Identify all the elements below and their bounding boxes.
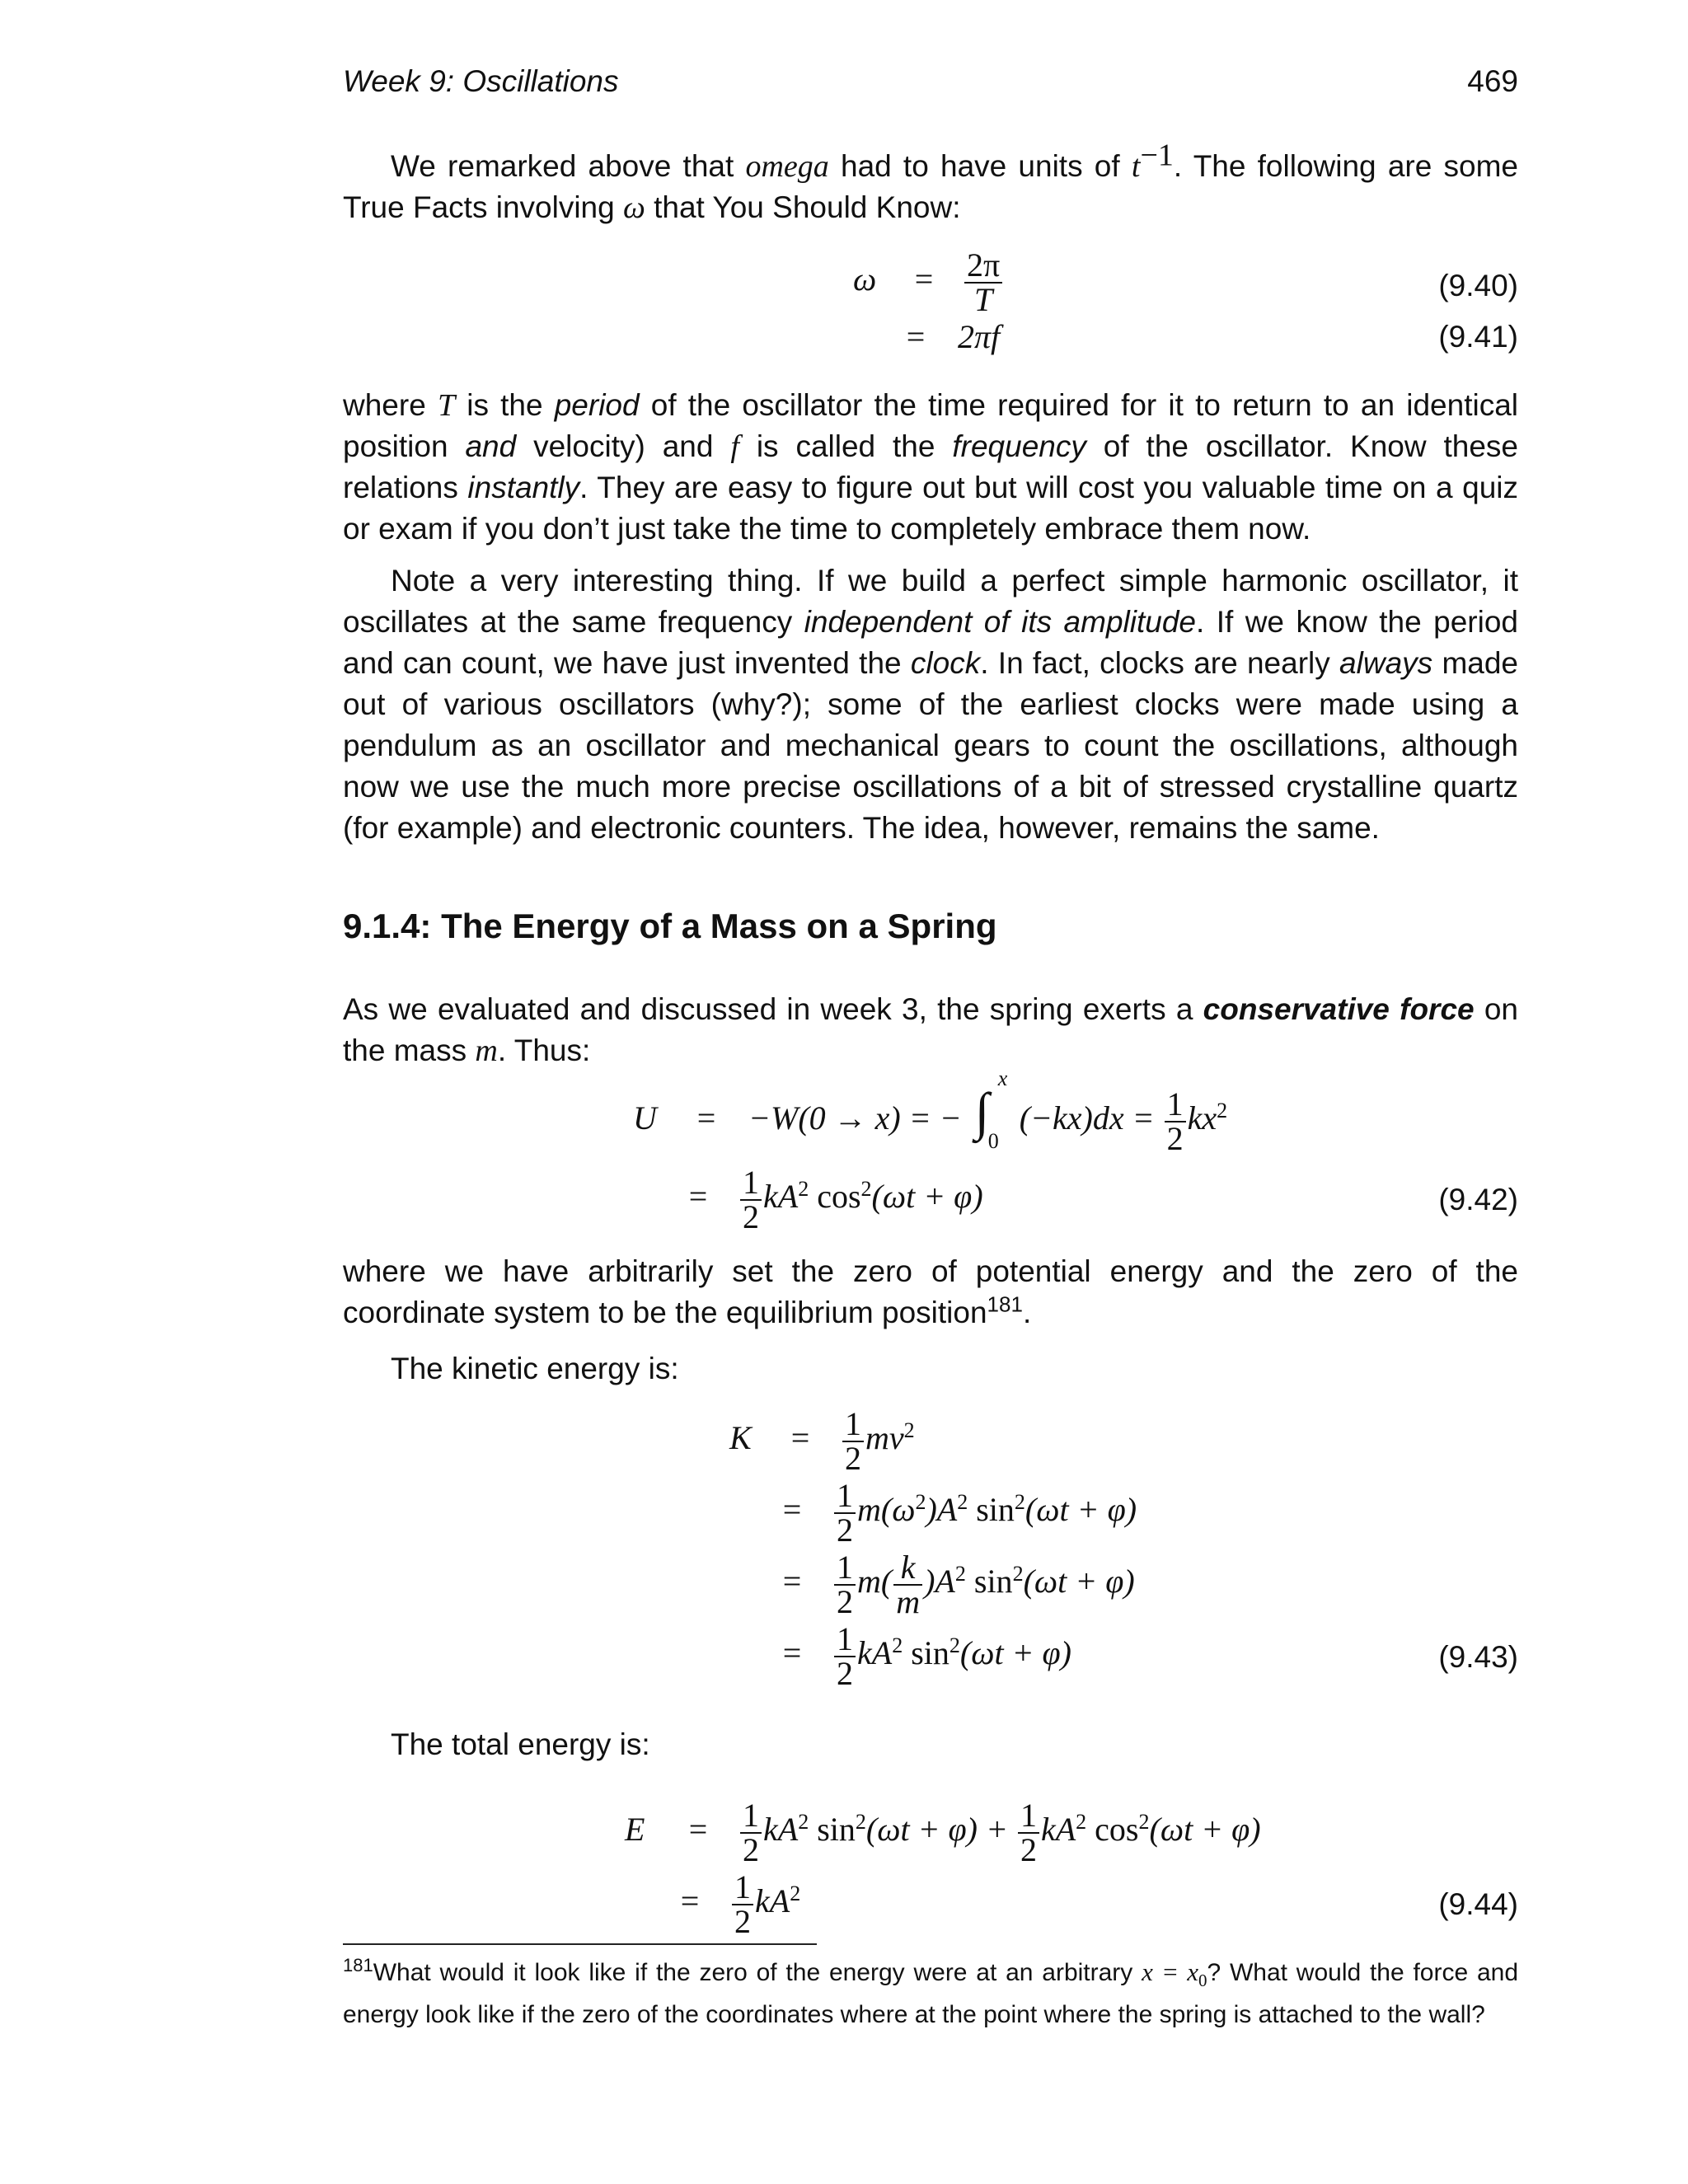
paragraph-omega-units: We remarked above that omega had to have units of $t^{-1}$. The following are some True Facts involving ω that You Should Know: [343,138,1518,225]
equation-9-40: ω = $\frac{2\pi}{T}$ [853,249,1004,316]
paragraph-period-frequency: where T is the period of the oscillator the time required for it to return to an identical position and velocity) and f is called the frequency of the oscillator. Know these relations instantly. They are easy to figure out but will cost you valuable time on a quiz or exam if you don’t just take the time to completely embrace them now. [343,388,1519,546]
equation-9-44-line1: E = $\frac{1}{2}$ $kA^2$ $\sin^2(\omega t + \varphi)$ + $\frac{1}{2}$ $kA^2$ $\cos^2(\omega t + \varphi)$ [625,1797,1261,1868]
paragraph-kinetic-intro: The kinetic energy is: [391,1352,679,1385]
paragraph-conservative-force: As we evaluated and discussed in week 3, the spring exerts a conservative force on the mass m. Thus: [343,992,1519,1068]
section-heading: 9.1.4: The Energy of a Mass on a Spring [343,907,997,945]
page-number: 469 [1467,64,1518,98]
equation-9-41: = 2πf [906,318,1001,355]
equation-9-43-line3: = $\frac{1}{2}$ m( $\frac{k}{m}$ )$A^2$ $\sin^2(\omega t + \varphi)$ [782,1549,1135,1620]
equation-9-44-line2: = $\frac{1}{2}$ $kA^2$ [680,1868,801,1940]
equation-9-43-line2: = $\frac{1}{2}$ $m(\omega^2)A^2$ $\sin^2(\omega t + \varphi)$ [782,1477,1137,1549]
equation-9-42-line2: = $\frac{1}{2}$ $kA^2$ $\cos^2(\omega t + \varphi)$ [688,1164,983,1235]
footnote-181: $^{181}$What would it look like if the zero of the energy were at an arbitrary $x = x_0$? What would the force and energy look like if the zero of the coordinates where at the point where the spring is attached to the wall? [343,1955,1519,2028]
equation-9-43-line1: K = $\frac{1}{2}$ $mv^2$ [729,1405,915,1477]
equation-number-9-43: (9.43) [1438,1640,1518,1674]
equation-number-9-40: (9.40) [1438,269,1518,302]
chapter-title: Week 9: Oscillations [343,64,619,98]
running-header [343,64,1518,105]
paragraph-total-intro: The total energy is: [391,1727,650,1761]
footnote-rule [343,1943,817,1945]
integral-sign: ∫ x 0 [974,1066,1008,1154]
paragraph-equilibrium: where we have arbitrarily set the zero of potential energy and the zero of the coordinate system to be the equilibrium position$^{181}$. [343,1254,1518,1329]
footnote-ref-181[interactable]: 181 [987,1291,1023,1317]
equation-9-42-line1: U = −W(0 → x) = − ∫ x 0 (−kx)dx = $\frac{1}{2}$ $kx^2$ [633,1066,1228,1157]
equation-number-9-44: (9.44) [1438,1887,1518,1921]
equation-number-9-41: (9.41) [1438,320,1518,354]
equation-number-9-42: (9.42) [1438,1183,1518,1216]
paragraph-clock: Note a very interesting thing. If we build a perfect simple harmonic oscillator, it oscillates at the same frequency independent of its amplitude. If we know the period and can count, we have just invented the clock. In fact, clocks are nearly always made out of various oscillators (why?); some of the earliest clocks were made using a pendulum as an oscillator and mechanical gears to count the oscillations, although now we use the much more precise oscillations of a bit of stressed crystalline quartz (for example) and electronic counters. The idea, however, remains the same. [343,564,1519,845]
equation-9-43-line4: = $\frac{1}{2}$ $kA^2$ $\sin^2(\omega t + \varphi)$ [782,1620,1071,1692]
